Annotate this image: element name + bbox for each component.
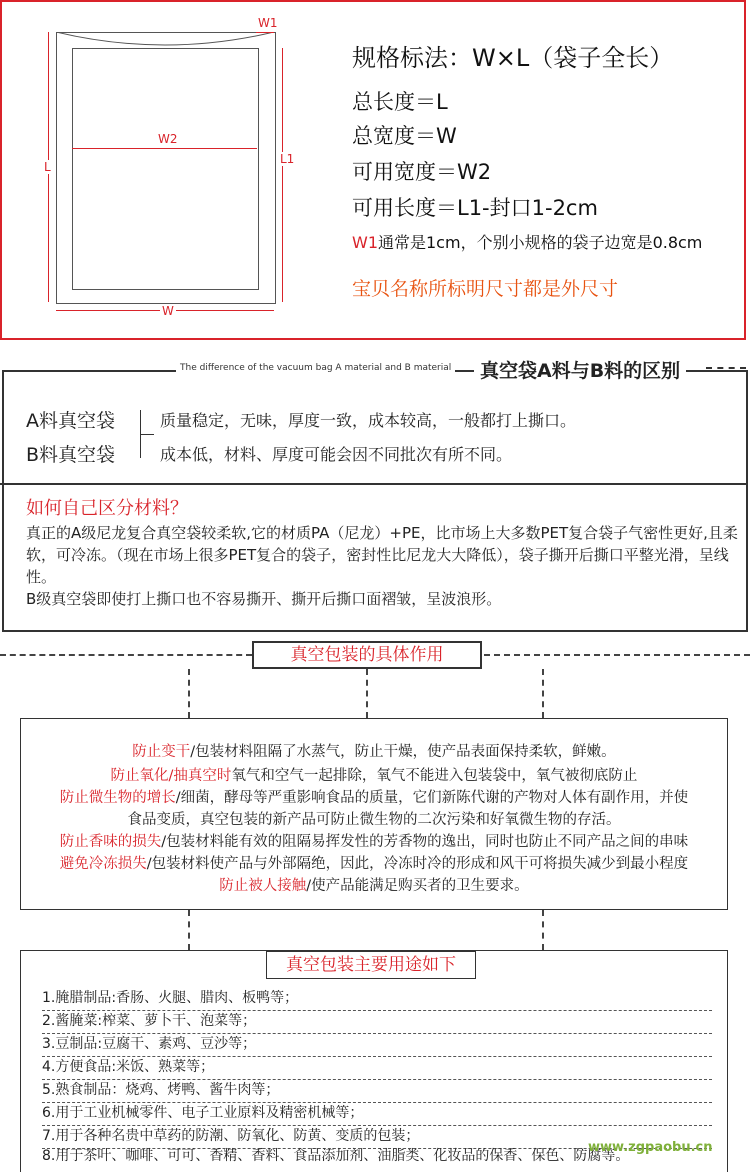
difference-separator: [0, 483, 746, 485]
l-label: L: [44, 160, 51, 174]
applications-title: 真空包装主要用途如下: [266, 951, 476, 979]
w1-note-text: 通常是1cm，个别小规格的袋子边宽是0.8cm: [378, 233, 703, 252]
spec-title: 规格标法：W×L（袋子全长）: [352, 44, 674, 72]
material-a-desc: 质量稳定，无味，厚度一致，成本较高，一般都打上撕口。: [160, 411, 577, 430]
application-item: 4.方便食品:米饭、熟菜等；: [42, 1057, 712, 1080]
bag-diagram-inner: [72, 48, 259, 290]
material-b-desc: 成本低，材料、厚度可能会因不同批次有所不同。: [160, 445, 513, 464]
site-watermark: www.zgpaobu.cn: [588, 1140, 713, 1155]
function-line-1-key: 防止变干: [132, 744, 191, 760]
application-item: 8.用于茶叶、咖啡、可可、香精、香料、食品添加剂、油脂类、化妆品的保香、保色、防腐等。: [42, 1148, 630, 1164]
function-line-4-text: 食品变质，真空包装的新产品可防止微生物的二次污染和好氧微生物的存活。: [127, 812, 621, 828]
functions-title: 真空包装的具体作用: [252, 641, 482, 669]
w2-label: W2: [158, 132, 178, 146]
function-line-1-text: /包装材料阻隔了水蒸气，防止干燥，使产品表面保持柔软，鲜嫩。: [190, 744, 616, 760]
functions-dash-right: [484, 654, 750, 656]
function-line-2-text: 氧气和空气一起排除，氧气不能进入包装袋中，氧气被彻底防止: [231, 768, 638, 784]
how-to-distinguish-title: 如何自己区分材料？: [26, 498, 188, 519]
difference-subtitle-en: The difference of the vacuum bag A material and B material: [176, 363, 455, 373]
function-line-3-key: 防止微生物的增长: [59, 790, 176, 806]
functions-connector-right: [542, 669, 544, 718]
function-line-2-key: 防止氧化/抽真空时: [110, 768, 232, 784]
material-divider-horizontal: [140, 434, 154, 435]
function-line-3-text: /细菌，酵母等严重影响食品的质量，它们新陈代谢的产物对人体有副作用，并使: [175, 790, 689, 806]
application-item: 2.酱腌菜:榨菜、萝卜干、泡菜等；: [42, 1011, 712, 1034]
application-item: 3.豆制品:豆腐干、素鸡、豆沙等；: [42, 1034, 712, 1057]
spec-line-usable-length: 可用长度＝L1-封口1-2cm: [352, 196, 598, 220]
w1-dim-line: [256, 32, 274, 33]
spec-line-total-width: 总宽度＝W: [352, 124, 457, 148]
functions-connector-mid: [366, 669, 368, 718]
function-line-2: [22, 764, 726, 785]
applications-connector-left: [188, 910, 190, 950]
application-item: 7.用于各种名贵中草药的防潮、防氧化、防黄、变质的包装；: [42, 1126, 712, 1149]
function-line-5-text: /包装材料能有效的阻隔易挥发性的芳香物的逸出，同时也防止不同产品之间的串味: [161, 834, 689, 850]
material-a-name: A料真空袋: [26, 410, 115, 432]
how-paragraph-b: B级真空袋即使打上撕口也不容易撕开、撕开后撕口面褶皱，呈波浪形。: [26, 590, 502, 608]
how-to-distinguish-text: [26, 522, 738, 610]
l1-label: L1: [280, 152, 295, 166]
application-item: 1.腌腊制品:香肠、火腿、腊肉、板鸭等；: [42, 988, 712, 1011]
function-line-5: [22, 830, 726, 851]
spec-line-usable-width: 可用宽度＝W2: [352, 160, 492, 184]
subtitle-dash: [706, 367, 746, 369]
functions-dash-left: [0, 654, 252, 656]
function-line-7-text: /使产品能满足购买者的卫生要求。: [306, 878, 529, 894]
function-line-5-key: 防止香味的损失: [59, 834, 162, 850]
function-line-6-text: /包装材料使产品与外部隔绝，因此，冷冻时冷的形成和风干可将损失减少到最小程度: [146, 856, 689, 872]
function-line-7-key: 防止被人接触: [219, 878, 307, 894]
difference-subtitle-cn: 真空袋A料与B料的区别: [474, 356, 686, 383]
w2-dim-line: [72, 148, 257, 149]
outer-size-note: 宝贝名称所标明尺寸都是外尺寸: [352, 278, 619, 300]
how-paragraph-a: 真正的A级尼龙复合真空袋较柔软,它的材质PA（尼龙）+PE，比市场上大多数PET复合袋子气密性更好,且柔软，可冷冻。（现在市场上很多PET复合的袋子，密封性比尼龙大大降低），袋子撕开后撕口平整光滑，呈线性。: [26, 524, 738, 586]
w1-note-red: W1: [352, 233, 378, 252]
function-line-4: [22, 808, 726, 829]
w-label: W: [162, 304, 174, 318]
spec-line-total-length: 总长度＝L: [352, 90, 448, 114]
functions-connector-left: [188, 669, 190, 718]
material-b-name: B料真空袋: [26, 444, 116, 466]
application-item: 6.用于工业机械零件、电子工业原料及精密机械等；: [42, 1103, 712, 1126]
function-line-6: [22, 852, 726, 873]
function-line-3: [22, 786, 726, 807]
function-line-6-key: 避免冷冻损失: [59, 856, 147, 872]
w1-note: [352, 230, 702, 253]
function-line-1: [22, 740, 726, 761]
applications-connector-right: [542, 910, 544, 950]
bag-seal-curve: [56, 32, 274, 52]
function-line-7: [22, 874, 726, 895]
l1-dim-line: [282, 48, 283, 302]
application-item: 5.熟食制品：烧鸡、烤鸭、酱牛肉等；: [42, 1080, 712, 1103]
w1-label: W1: [258, 16, 278, 30]
